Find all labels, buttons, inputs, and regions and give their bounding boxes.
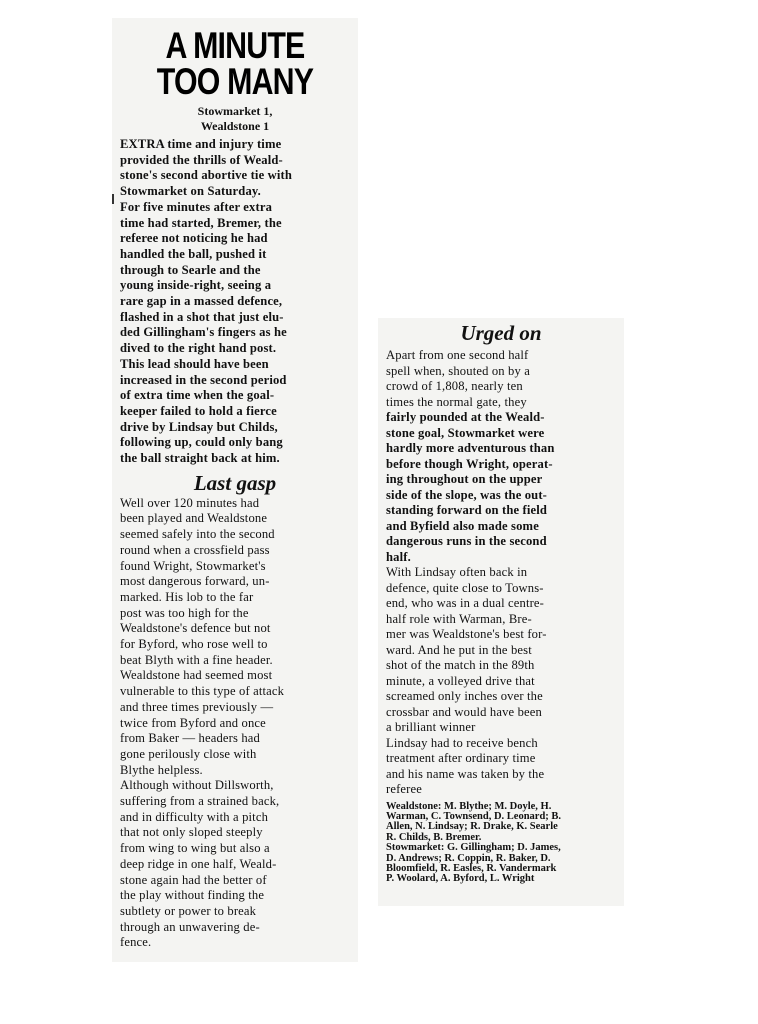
text-line: rare gap in a massed defence, bbox=[120, 294, 283, 308]
text-line: fence. bbox=[120, 935, 152, 950]
text-line: handled the ball, pushed it bbox=[120, 246, 267, 261]
text-line: ded Gillingham's fingers as he bbox=[120, 325, 287, 340]
text-line: Lindsay had to receive bench bbox=[386, 735, 538, 750]
text-line: stone goal, Stowmarket were bbox=[386, 425, 545, 440]
text-line: This lead should have been bbox=[120, 356, 269, 371]
text-line: provided the thrills of Weald- bbox=[120, 152, 283, 167]
text-line: drive by Lindsay but Childs, bbox=[120, 419, 278, 434]
text-line: of extra time when the goal- bbox=[120, 388, 275, 403]
score-line-1: Stowmarket 1, bbox=[197, 104, 273, 118]
text-line: and Byfield also made some bbox=[386, 518, 539, 533]
text-line: crowd of 1,808, nearly ten bbox=[386, 379, 523, 393]
headline-line-1: A MINUTE bbox=[165, 25, 305, 66]
text-line: For five minutes after extra bbox=[120, 199, 273, 214]
column-rule bbox=[112, 194, 114, 204]
text-line: spell when, shouted on by a bbox=[386, 363, 530, 378]
text-line: fairly pounded at the Weald- bbox=[386, 410, 545, 424]
text-line: marked. His lob to the far bbox=[120, 589, 254, 604]
text-line: the ball straight back at him. bbox=[120, 451, 280, 465]
lineup-line: P. Woolard, A. Byford, L. Wright bbox=[386, 873, 535, 885]
text-line: Apart from one second half bbox=[386, 348, 529, 362]
text-line: increased in the second period bbox=[120, 372, 287, 387]
text-line: screamed only inches over the bbox=[386, 689, 543, 703]
text-line: EXTRA time and injury time bbox=[120, 137, 282, 151]
text-line: gone perilously close with bbox=[120, 746, 257, 761]
text-line: treatment after ordinary time bbox=[386, 751, 536, 765]
text-line: round when a crossfield pass bbox=[120, 542, 270, 557]
text-line: seemed safely into the second bbox=[120, 527, 275, 542]
text-line: Although without Dillsworth, bbox=[120, 778, 274, 793]
text-line: With Lindsay often back in bbox=[386, 565, 528, 579]
text-line: through to Searle and the bbox=[120, 262, 261, 277]
subhead-urged-on: Urged on bbox=[460, 321, 542, 345]
text-line: young inside-right, seeing a bbox=[120, 278, 272, 293]
text-line: stone again had the better of bbox=[120, 872, 267, 887]
text-line: referee bbox=[386, 782, 422, 796]
text-line: Blythe helpless. bbox=[120, 762, 203, 777]
text-line: beat Blyth with a fine header. bbox=[120, 652, 273, 667]
text-line: standing forward on the field bbox=[386, 503, 548, 517]
text-line: Wealdstone's defence but not bbox=[120, 621, 271, 636]
lineup-line: Allen, N. Lindsay; R. Drake, K. Searle bbox=[386, 821, 558, 833]
text-line: times the normal gate, they bbox=[386, 394, 527, 409]
subhead-last-gasp: Last gasp bbox=[193, 471, 277, 495]
text-line: before though Wright, operat- bbox=[386, 456, 553, 471]
text-line: through an unwavering de- bbox=[120, 919, 260, 934]
article-column-left bbox=[112, 18, 358, 962]
text-line: deep ridge in one half, Weald- bbox=[120, 856, 277, 871]
text-line: for Byford, who rose well to bbox=[120, 637, 268, 651]
headline-line-2: TOO MANY bbox=[156, 61, 314, 102]
text-line: time had started, Bremer, the bbox=[120, 215, 282, 230]
text-line: Stowmarket on Saturday. bbox=[120, 184, 261, 199]
text-line: that not only sloped steeply bbox=[120, 825, 263, 840]
text-line: dangerous runs in the second bbox=[386, 534, 547, 548]
text-line: post was too high for the bbox=[120, 605, 249, 620]
text-line: crossbar and would have been bbox=[386, 704, 542, 719]
text-line: from Baker — headers had bbox=[120, 731, 260, 746]
score-line-2: Wealdstone 1 bbox=[200, 119, 270, 133]
text-line: ward. And he put in the best bbox=[386, 642, 532, 657]
text-line: hardly more adventurous than bbox=[386, 441, 555, 455]
lineup-line: Wealdstone: M. Blythe; M. Doyle, H. bbox=[386, 800, 552, 812]
text-line: from wing to wing but also a bbox=[120, 841, 270, 856]
text-line: Wealdstone had seemed most bbox=[120, 668, 273, 683]
lineup-line: R. Childs, B. Bremer. bbox=[386, 831, 482, 843]
text-line: stone's second abortive tie with bbox=[120, 168, 293, 183]
text-line: referee not noticing he had bbox=[120, 231, 268, 246]
text-line: end, who was in a dual centre- bbox=[386, 596, 545, 610]
text-line: most dangerous forward, un- bbox=[120, 574, 270, 589]
text-line: subtlety or power to break bbox=[120, 903, 257, 918]
text-line: mer was Wealdstone's best for- bbox=[386, 627, 547, 641]
text-line: a brilliant winner bbox=[386, 720, 476, 734]
text-line: flashed in a shot that just elu- bbox=[120, 309, 284, 324]
text-line: following up, could only bang bbox=[120, 435, 283, 450]
text-line: minute, a volleyed drive that bbox=[386, 673, 535, 688]
text-line: half role with Warman, Bre- bbox=[386, 611, 532, 626]
lineup-line: Stowmarket: G. Gillingham; D. James, bbox=[386, 842, 561, 854]
text-line: defence, quite close to Towns- bbox=[386, 580, 544, 595]
text-line: suffering from a strained back, bbox=[120, 794, 280, 808]
text-line: side of the slope, was the out- bbox=[386, 487, 548, 502]
text-line: and his name was taken by the bbox=[386, 766, 545, 781]
text-line: and in difficulty with a pitch bbox=[120, 809, 269, 824]
text-line: the play without finding the bbox=[120, 888, 265, 903]
lineup-line: Bloomfield, R. Easles, R. Vandermark bbox=[386, 862, 557, 874]
text-line: shot of the match in the 89th bbox=[386, 658, 535, 672]
text-line: twice from Byford and once bbox=[120, 715, 266, 730]
lineup-line: D. Andrews; R. Coppin, R. Baker, D. bbox=[386, 852, 551, 864]
text-line: dived to the right hand post. bbox=[120, 341, 277, 356]
text-line: vulnerable to this type of attack bbox=[120, 684, 285, 699]
text-line: Well over 120 minutes had bbox=[120, 495, 260, 510]
text-line: half. bbox=[386, 549, 411, 564]
text-line: keeper failed to hold a fierce bbox=[120, 403, 277, 418]
article-column-right bbox=[378, 318, 624, 906]
text-line: ing throughout on the upper bbox=[386, 472, 543, 486]
lineup-line: Warman, C. Townsend, D. Leonard; B. bbox=[386, 810, 562, 822]
text-line: been played and Wealdstone bbox=[120, 511, 268, 526]
text-line: found Wright, Stowmarket's bbox=[120, 558, 266, 573]
text-line: and three times previously — bbox=[120, 699, 274, 714]
